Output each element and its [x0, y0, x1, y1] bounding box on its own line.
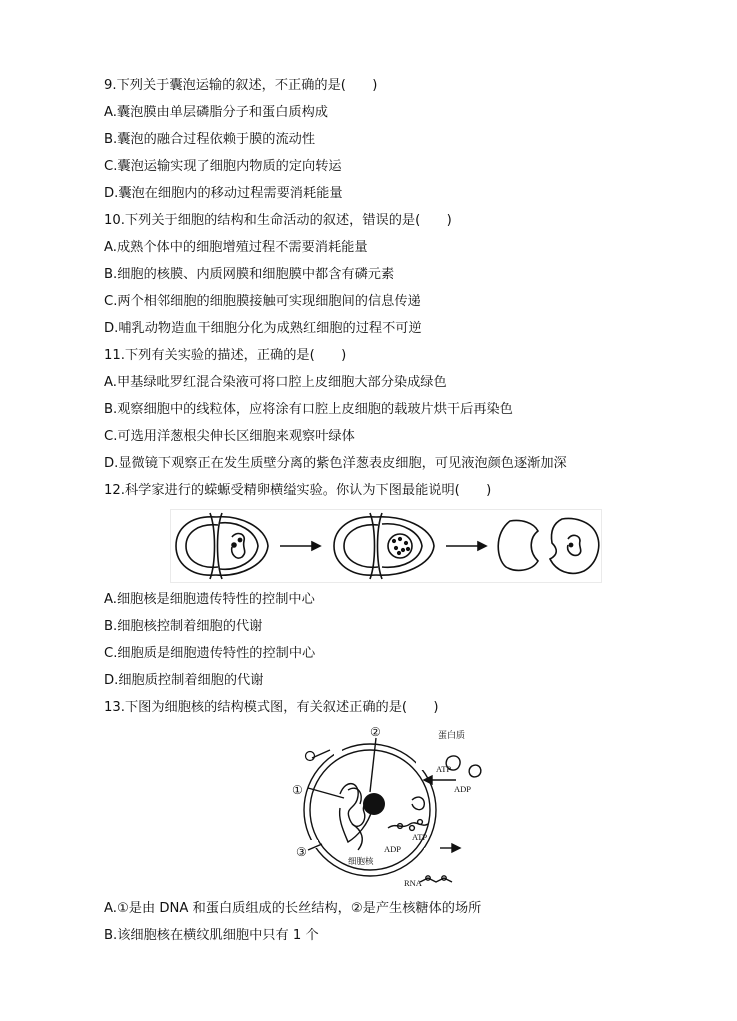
q12-option-c: C.细胞质是细胞遗传特性的控制中心 — [104, 646, 316, 661]
nucleolus — [363, 793, 385, 815]
q9-option-c: C.囊泡运输实现了细胞内物质的定向转运 — [104, 159, 342, 174]
label-2: ② — [370, 725, 381, 739]
q12-option-b: B.细胞核控制着细胞的代谢 — [104, 619, 263, 634]
q10-option-b: B.细胞的核膜、内质网膜和细胞膜中都含有磷元素 — [104, 267, 395, 282]
q11-option-d: D.显微镜下观察正在发生质壁分离的紫色洋葱表皮细胞，可见液泡颜色逐渐加深 — [104, 456, 567, 471]
q12-option-a: A.细胞核是细胞遗传特性的控制中心 — [104, 592, 315, 607]
q11-option-a: A.甲基绿吡罗红混合染液可将口腔上皮细胞大部分染成绿色 — [104, 375, 447, 390]
q9-option-b: B.囊泡的融合过程依赖于膜的流动性 — [104, 132, 316, 147]
label-rna: RNA — [404, 878, 422, 888]
label-3: ③ — [296, 845, 307, 859]
q9-stem: 9.下列关于囊泡运输的叙述，不正确的是( ) — [104, 78, 378, 93]
q11-option-b: B.观察细胞中的线粒体，应将涂有口腔上皮细胞的载玻片烘干后再染色 — [104, 402, 513, 417]
label-nucleus: 细胞核 — [348, 856, 374, 866]
q12-option-d: D.细胞质控制着细胞的代谢 — [104, 673, 264, 688]
q11-stem: 11.下列有关实验的描述，正确的是( ) — [104, 348, 347, 363]
label-atp-mid: ATP — [412, 832, 428, 842]
nucleus-structure-figure — [288, 724, 498, 890]
label-adp-top: ADP — [454, 784, 472, 794]
q11-option-c: C.可选用洋葱根尖伸长区细胞来观察叶绿体 — [104, 429, 355, 444]
q10-option-c: C.两个相邻细胞的细胞膜接触可实现细胞间的信息传递 — [104, 294, 421, 309]
q13-option-a: A.①是由 DNA 和蛋白质组成的长丝结构，②是产生核糖体的场所 — [104, 901, 482, 916]
q9-option-a: A.囊泡膜由单层磷脂分子和蛋白质构成 — [104, 105, 328, 120]
q12-stem: 12.科学家进行的蝾螈受精卵横缢实验。你认为下图最能说明( ) — [104, 483, 492, 498]
label-1: ① — [292, 783, 303, 797]
q13-stem: 13.下图为细胞核的结构模式图，有关叙述正确的是( ) — [104, 700, 439, 715]
label-protein: 蛋白质 — [438, 730, 466, 740]
q10-option-d: D.哺乳动物造血干细胞分化为成熟红细胞的过程不可逆 — [104, 321, 422, 336]
q9-option-d: D.囊泡在细胞内的移动过程需要消耗能量 — [104, 186, 343, 201]
newt-egg-ligation-figure — [170, 509, 602, 583]
label-adp-mid: ADP — [384, 844, 402, 854]
q10-stem: 10.下列关于细胞的结构和生命活动的叙述，错误的是( ) — [104, 213, 452, 228]
label-atp-top: ATP — [436, 764, 452, 774]
q13-option-b: B.该细胞核在横纹肌细胞中只有 1 个 — [104, 928, 319, 943]
q10-option-a: A.成熟个体中的细胞增殖过程不需要消耗能量 — [104, 240, 368, 255]
